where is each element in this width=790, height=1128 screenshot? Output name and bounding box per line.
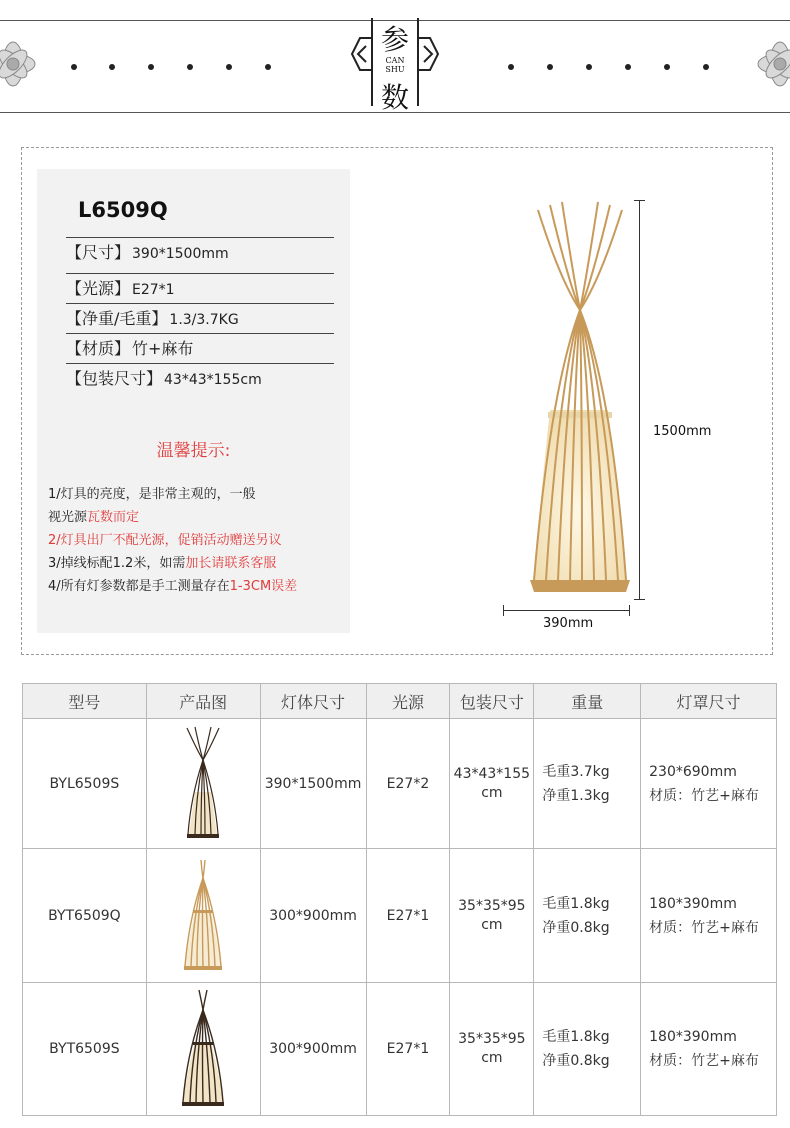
- lamp-hero-image: [520, 190, 640, 610]
- cell-image: [146, 719, 260, 849]
- gross-weight: 毛重3.7kg: [542, 763, 610, 780]
- cell-weight: [534, 849, 641, 983]
- cell-size: 390*1500mm: [260, 719, 366, 849]
- lamp-thumbnail-dark: [179, 988, 227, 1110]
- decor-dot: [625, 64, 631, 70]
- header-banner: [0, 0, 790, 118]
- gross-weight: 毛重1.8kg: [542, 1029, 610, 1045]
- spec-label: 【尺寸】: [66, 243, 131, 262]
- package-dims: 43*43*155: [453, 765, 531, 782]
- title-sub-1: CAN: [385, 56, 405, 65]
- cell-shade: [641, 719, 777, 849]
- width-dimension-cap: [503, 605, 504, 616]
- package-unit: cm: [481, 916, 503, 933]
- decor-dot: [265, 64, 271, 70]
- height-dimension-cap: [634, 599, 645, 600]
- cell-model: BYT6509S: [23, 983, 147, 1116]
- lamp-thumbnail-natural: [181, 858, 225, 974]
- decor-dot: [586, 64, 592, 70]
- spec-row-material: [66, 333, 334, 363]
- header-model: 型号: [23, 684, 147, 719]
- cell-model: BYT6509Q: [23, 849, 147, 983]
- flower-ornament-right-icon: [745, 24, 790, 104]
- decor-dot: [508, 64, 514, 70]
- title-char-top: 参: [380, 23, 409, 56]
- header-shade: 灯罩尺寸: [641, 684, 777, 719]
- note-line-2: 视光源瓦数而定: [48, 510, 140, 525]
- width-dimension-line: [503, 610, 629, 611]
- decor-dot: [226, 64, 232, 70]
- gross-weight: 毛重1.8kg: [542, 895, 610, 912]
- shade-material: 材质：竹艺+麻布: [649, 787, 759, 804]
- spec-value: E27*1: [132, 282, 175, 298]
- table-row: [23, 983, 777, 1116]
- spec-value: 竹+麻布: [132, 339, 194, 358]
- note-line-4: 3/掉线标配1.2米，如需加长请联系客服: [48, 556, 277, 571]
- title-char-bottom: 数: [380, 81, 409, 114]
- cell-package: [450, 849, 534, 983]
- product-table: [22, 683, 777, 1116]
- shade-size: 180*390mm: [649, 895, 737, 912]
- header-size: 灯体尺寸: [260, 684, 366, 719]
- table-row: [23, 849, 777, 983]
- cell-weight: [534, 983, 641, 1116]
- header-light: 光源: [366, 684, 450, 719]
- spec-value: 1.3/3.7KG: [169, 312, 239, 328]
- table-row: [23, 719, 777, 849]
- shade-size: 230*690mm: [649, 763, 737, 780]
- header-image: 产品图: [146, 684, 260, 719]
- cell-light: E27*1: [366, 983, 450, 1116]
- spec-label: 【净重/毛重】: [66, 309, 168, 328]
- note-line-3: 2/灯具出厂不配光源，促销活动赠送另议: [48, 533, 282, 548]
- decor-dot: [547, 64, 553, 70]
- cell-size: 300*900mm: [260, 849, 366, 983]
- spec-row-package: [66, 363, 334, 393]
- cell-shade: [641, 849, 777, 983]
- spec-label: 【光源】: [66, 279, 131, 298]
- header-weight: 重量: [534, 684, 641, 719]
- spec-label: 【材质】: [66, 339, 131, 358]
- cell-size: 300*900mm: [260, 983, 366, 1116]
- height-dimension-cap: [634, 200, 645, 201]
- width-label: 390mm: [543, 616, 594, 631]
- net-weight: 净重0.8kg: [542, 919, 610, 936]
- note-line-1: 1/灯具的亮度，是非常主观的，一般: [48, 487, 256, 502]
- shade-size: 180*390mm: [649, 1029, 737, 1045]
- cell-package: [450, 719, 534, 849]
- section-title: [362, 8, 428, 116]
- cell-light: E27*2: [366, 719, 450, 849]
- table-header-row: [23, 684, 777, 719]
- title-sub-2: SHU: [385, 65, 405, 74]
- shade-material: 材质：竹艺+麻布: [649, 919, 759, 936]
- package-unit: cm: [481, 1050, 503, 1066]
- package-dims: 35*35*95: [458, 1031, 526, 1047]
- lamp-thumbnail-dark-tall: [183, 726, 223, 842]
- spec-row-size: [66, 237, 334, 267]
- net-weight: 净重0.8kg: [542, 1053, 610, 1069]
- spec-value: 43*43*155cm: [164, 372, 262, 388]
- header-package: 包装尺寸: [450, 684, 534, 719]
- cell-package: [450, 983, 534, 1116]
- decor-dot: [664, 64, 670, 70]
- flower-ornament-left-icon: [0, 24, 48, 104]
- decor-dot: [703, 64, 709, 70]
- decor-dot: [71, 64, 77, 70]
- spec-value: 390*1500mm: [132, 246, 229, 262]
- cell-image: [146, 849, 260, 983]
- decor-dot: [148, 64, 154, 70]
- tip-title: 温馨提示:: [156, 441, 231, 461]
- shade-material: 材质：竹艺+麻布: [649, 1053, 759, 1069]
- cell-image: [146, 983, 260, 1116]
- spec-label: 【包装尺寸】: [66, 369, 163, 388]
- width-dimension-cap: [629, 605, 630, 616]
- cell-model: BYL6509S: [23, 719, 147, 849]
- decor-dot: [109, 64, 115, 70]
- cell-shade: [641, 983, 777, 1116]
- package-dims: 35*35*95: [458, 897, 526, 914]
- package-unit: cm: [481, 784, 503, 801]
- spec-row-weight: [66, 303, 334, 333]
- net-weight: 净重1.3kg: [542, 787, 610, 804]
- height-label: 1500mm: [653, 424, 712, 439]
- cell-light: E27*1: [366, 849, 450, 983]
- spec-row-light: [66, 273, 334, 303]
- height-dimension-line: [639, 200, 640, 600]
- model-title: L6509Q: [78, 198, 168, 222]
- cell-weight: [534, 719, 641, 849]
- note-line-5: 4/所有灯参数都是手工测量存在1-3CM误差: [48, 579, 298, 594]
- decor-dot: [187, 64, 193, 70]
